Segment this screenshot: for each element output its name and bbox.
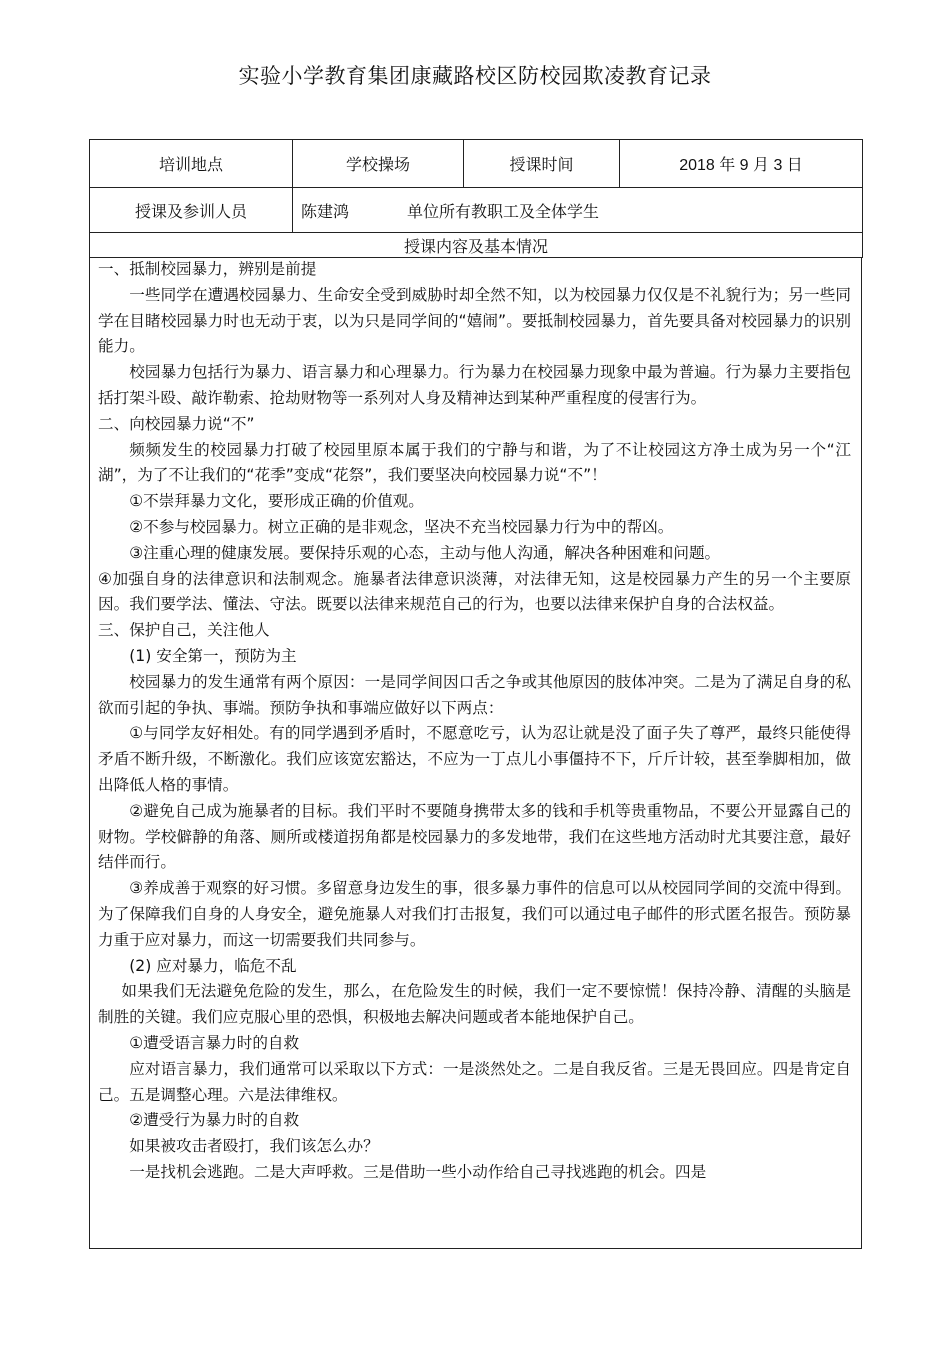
content-paragraph: 频频发生的校园暴力打破了校园里原本属于我们的宁静与和谐，为了不让校园这方净土成为另一个“江湖”，为了不让我们的“花季”变成“花祭”，我们要坚决向校园暴力说“不”！: [98, 440, 851, 485]
document-title: 实验小学教育集团康藏路校区防校园欺凌教育记录: [238, 64, 712, 88]
content-paragraph: 一、抵制校园暴力，辨别是前提: [98, 260, 317, 278]
info-row-content-header: [90, 233, 863, 258]
content-paragraph: 校园暴力包括行为暴力、语言暴力和心理暴力。行为暴力在校园暴力现象中最为普遍。行为暴力主要指包括打架斗殴、敲诈勒索、抢劫财物等一系列对人身及精神达到某种严重程度的侵害行为。: [98, 363, 851, 407]
info-table: [89, 139, 863, 258]
content-paragraph: ①遭受语言暴力时的自救: [129, 1033, 300, 1052]
content-paragraph: 一些同学在遭遇校园暴力、生命安全受到威胁时却全然不知，以为校园暴力仅仅是不礼貌行为；另一些同学在目睹校园暴力时也无动于衷，以为只是同学间的“嬉闹”。要抵制校园暴力，首先要具备对校园暴力的识别能力。: [98, 285, 851, 356]
content-paragraph: ①与同学友好相处。有的同学遇到矛盾时，不愿意吃亏，认为忍让就是没了面子失了尊严，最终只能使得矛盾不断升级，不断激化。我们应该宽宏豁达，不应为一丁点儿小事僵持不下，斤斤计较，甚至拳脚相加，做出降低人格的事情。: [98, 724, 851, 794]
content-paragraph: ①不崇拜暴力文化，要形成正确的价值观。: [129, 492, 424, 511]
content-header: 授课内容及基本情况: [90, 233, 863, 258]
content-paragraph: ②遭受行为暴力时的自救: [129, 1111, 300, 1130]
location-label: 培训地点: [90, 140, 293, 188]
content-paragraph: (1) 安全第一，预防为主: [129, 646, 297, 665]
content-paragraph: 一是找机会逃跑。二是大声呼救。三是借助一些小动作给自己寻找逃跑的机会。四是: [129, 1162, 707, 1181]
content-paragraph: 二、向校园暴力说“不”: [98, 414, 255, 433]
time-value: 2018 年 9 月 3 日: [620, 140, 863, 188]
content-paragraph: ③养成善于观察的好习惯。多留意身边发生的事，很多暴力事件的信息可以从校园同学间的交流中得到。为了保障我们自身的人身安全，避免施暴人对我们打击报复，我们可以通过电子邮件的形式匿名报告。预防暴力重于应对暴力，而这一切需要我们共同参与。: [98, 879, 851, 949]
staff-teacher: 陈建鸿: [301, 201, 350, 221]
staff-label: 授课及参训人员: [90, 188, 293, 233]
staff-trainees: 单位所有教职工及全体学生: [407, 201, 600, 221]
content-paragraph: 如果我们无法避免危险的发生，那么，在危险发生的时候，我们一定不要惊慌！保持冷静、清醒的头脑是制胜的关键。我们应克服心里的恐惧，积极地去解决问题或者本能地保护自己。: [98, 982, 851, 1027]
info-row-staff: [90, 188, 863, 233]
content-paragraph: ②避免自己成为施暴者的目标。我们平时不要随身携带太多的钱和手机等贵重物品，不要公开显露自己的财物。学校僻静的角落、厕所或楼道拐角都是校园暴力的多发地带，我们在这些地方活动时尤其要注意，最好结伴而行。: [98, 801, 851, 872]
content-paragraph: 如果被攻击者殴打，我们该怎么办？: [129, 1137, 379, 1156]
info-row-location-time: [90, 140, 863, 188]
content-body: [89, 257, 862, 1249]
content-paragraph: 三、保护自己，关注他人: [98, 621, 270, 640]
content-paragraph: ③注重心理的健康发展。要保持乐观的心态，主动与他人沟通，解决各种困难和问题。: [129, 543, 721, 562]
content-paragraph: (2) 应对暴力，临危不乱: [129, 956, 297, 975]
location-value: 学校操场: [293, 140, 464, 188]
staff-value: [293, 188, 863, 233]
content-paragraph: 校园暴力的发生通常有两个原因：一是同学间因口舌之争或其他原因的肢体冲突。二是为了满足自身的私欲而引起的争执、事端。预防争执和事端应做好以下两点：: [98, 672, 851, 717]
content-paragraph: ②不参与校园暴力。树立正确的是非观念，坚决不充当校园暴力行为中的帮凶。: [129, 517, 674, 536]
content-paragraph: ④加强自身的法律意识和法制观念。施暴者法律意识淡薄，对法律无知，这是校园暴力产生的另一个主要原因。我们要学法、懂法、守法。既要以法律来规范自己的行为，也要以法律来保护自身的合法权益。: [98, 569, 851, 614]
time-label: 授课时间: [464, 140, 620, 188]
content-paragraph: 应对语言暴力，我们通常可以采取以下方式：一是淡然处之。二是自我反省。三是无畏回应。四是肯定自己。五是调整心理。六是法律维权。: [98, 1059, 851, 1104]
